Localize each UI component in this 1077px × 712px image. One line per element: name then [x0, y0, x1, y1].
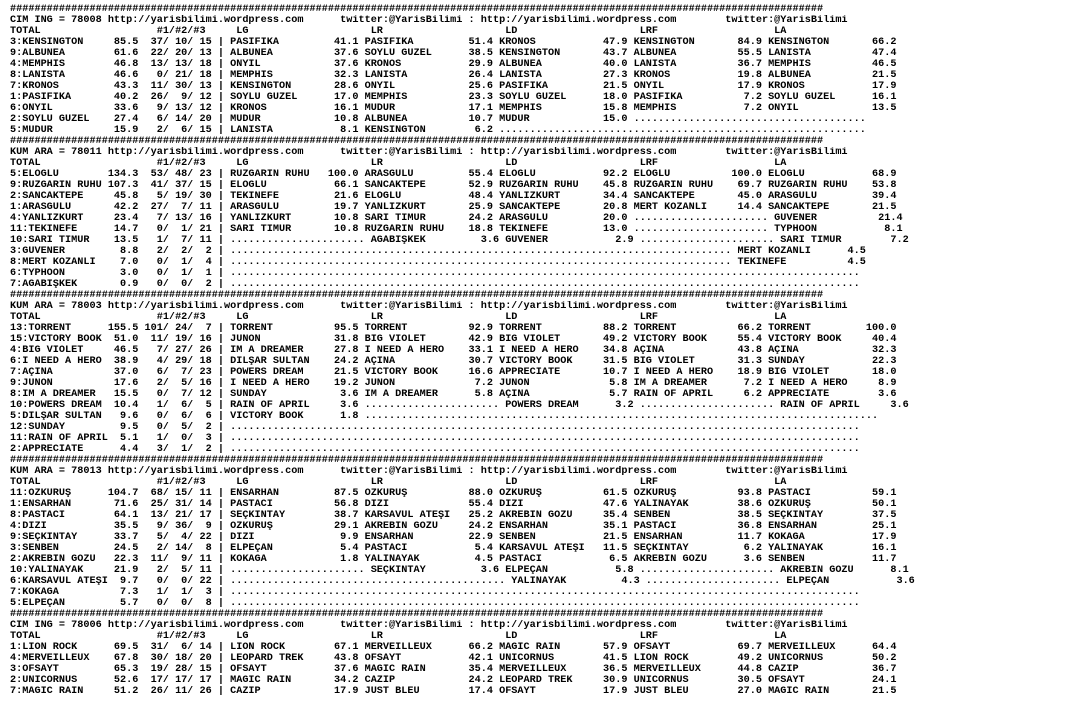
text-line: KUM ARA = 78013 http://yarisbilimi.wordpress.com twitter:@YarisBilimi : http://yarisbilimi.wordpress.com twitter:@YarisBilimi [10, 466, 848, 477]
text-line: 5:ELOĞLU 134.3 53/ 48/ 23 | RÜZGARIN RUHU 100.0 ARASGÜLÜ 55.4 ELOĞLU 92.2 ELOĞLU 100.0 ELOĞLU 68.9 [10, 169, 897, 180]
text-line: 4:YANLIZKURT 23.4 7/ 13/ 16 | YANLIZKURT 10.8 SARI TİMUR 24.2 ARASGÜLÜ 20.0 ...................... GÜVENER 21.4 [10, 213, 903, 224]
text-line: 3:KENSINGTON 85.5 37/ 10/ 15 | PASİFİKA 41.1 PASİFİKA 51.4 KRONOS 47.9 KENSINGTON 84.9 KENSINGTON 66.2 [10, 37, 897, 48]
text-line: 15:VICTORY BOOK 51.0 11/ 19/ 16 | JUNON 31.8 BIG VIOLET 42.9 BIG VIOLET 49.2 VICTORY BOOK 55.4 VICTORY BOOK 40.4 [10, 334, 897, 345]
text-line: 1:LION ROCK 69.5 31/ 6/ 14 | LION ROCK 67.1 MERVEILLEUX 66.2 MAGIC RAIN 57.9 OFSAYT 69.7 MERVEILLEUX 64.4 [10, 642, 897, 653]
text-line: 4:BIG VIOLET 46.5 7/ 27/ 26 | IM A DREAMER 27.8 I NEED A HERO 33.1 I NEED A HERO 34.8 AÇINA 43.8 AÇINA 32.3 [10, 345, 897, 356]
text-line: 2:SANCAKTEPE 45.8 5/ 19/ 30 | TEKİNEFE 21.6 ELOĞLU 48.4 YANLIZKURT 34.4 SANCAKTEPE 45.0 ARASGÜLÜ 39.4 [10, 191, 897, 202]
text-line: 11:RAIN OF APRIL 5.1 1/ 0/ 3 | ....................................................................................................... [10, 433, 860, 444]
text-line: TOTAL #1/#2/#3 LG LR LD LRF LA [10, 26, 787, 37]
text-line: ##################################################################################################################################### [10, 455, 824, 466]
text-line: 3:OFSAYT 65.3 19/ 28/ 15 | OFSAYT 37.6 MAGIC RAIN 35.4 MERVEILLEUX 36.5 MERVEILLEUX 44.8 CAZIP 36.7 [10, 664, 897, 675]
text-line: TOTAL #1/#2/#3 LG LR LD LRF LA [10, 158, 787, 169]
text-line: CIM ING = 78008 http://yarisbilimi.wordpress.com twitter:@YarisBilimi : http://yarisbilimi.wordpress.com twitter:@YarisBilimi [10, 15, 848, 26]
text-line: 12:SUNDAY 9.5 0/ 5/ 2 | ....................................................................................................... [10, 422, 860, 433]
text-line: ##################################################################################################################################### [10, 136, 824, 147]
text-line: 7:AÇINA 37.0 6/ 7/ 23 | POWERS DREAM 21.5 VICTORY BOOK 16.6 APPRECIATE 10.7 I NEED A HERO 18.9 BIG VIOLET 18.0 [10, 367, 897, 378]
text-line: 4:MERVEILLEUX 67.8 30/ 18/ 20 | LEOPARD TREK 43.8 OFSAYT 42.1 UNICORNUS 41.5 LION ROCK 49.2 UNICORNUS 50.2 [10, 653, 897, 664]
text-line: 10:SARI TİMUR 13.5 1/ 7/ 11 | ...................... AĞABİŞKEK 3.6 GÜVENER 2.9 ...................... SARI TİMUR 7.2 [10, 235, 909, 246]
text-line: 7:AĞABİŞKEK 0.9 0/ 0/ 2 | ....................................................................................................... [10, 279, 860, 290]
text-line: KUM ARA = 78003 http://yarisbilimi.wordpress.com twitter:@YarisBilimi : http://yarisbilimi.wordpress.com twitter:@YarisBilimi [10, 301, 848, 312]
text-line: 6:KARSAVUL ATEŞİ 9.7 0/ 0/ 22 | ............................................. YALINAYAK 4.3 ...................... ELPEÇAN 3.6 [10, 576, 915, 587]
text-line: 9:RÜZGARIN RUHU 107.3 41/ 37/ 15 | ELOĞLU 66.1 SANCAKTEPE 52.9 RÜZGARIN RUHU 45.8 RÜZGARIN RUHU 69.7 RÜZGARIN RUHU 53.8 [10, 180, 897, 191]
text-line: ##################################################################################################################################### [10, 290, 824, 301]
text-line: 1:ARASGÜLÜ 42.2 27/ 7/ 11 | ARASGÜLÜ 19.7 YANLIZKURT 25.9 SANCAKTEPE 20.8 MERT KOZANLI 14.4 SANCAKTEPE 21.5 [10, 202, 897, 213]
text-line: 9:JUNON 17.6 2/ 5/ 16 | I NEED A HERO 19.2 JUNON 7.2 JUNON 5.8 IM A DREAMER 7.2 I NEED A HERO 8.9 [10, 378, 897, 389]
text-line: 7:KÖKAĞA 7.3 1/ 1/ 3 | ....................................................................................................... [10, 587, 860, 598]
text-line: 11:TEKİNEFE 14.7 0/ 1/ 21 | SARI TİMUR 10.8 RÜZGARIN RUHU 18.8 TEKİNEFE 13.0 ...................... TYPHOON 8.1 [10, 224, 903, 235]
text-line: 8:PASTACI 64.1 13/ 21/ 17 | SEÇKİNTAY 38.7 KARSAVUL ATEŞİ 25.2 AKREBİN GÖZÜ 35.4 SENBEN 38.5 SEÇKİNTAY 37.5 [10, 510, 897, 521]
text-line: 4:DİZİ 35.5 9/ 36/ 9 | ÖZKURUŞ 29.1 AKREBİN GÖZÜ 24.2 ENSARHAN 35.1 PASTACI 36.8 ENSARHAN 25.1 [10, 521, 897, 532]
text-line: 2:AKREBİN GÖZÜ 22.3 11/ 9/ 11 | KÖKAĞA 1.8 YALINAYAK 4.5 PASTACI 6.5 AKREBİN GÖZÜ 3.6 SENBEN 11.7 [10, 554, 897, 565]
text-line: 3:GÜVENER 8.8 2/ 2/ 2 | .................................................................................. MERT KOZANLI 4.5 [10, 246, 866, 257]
text-line: 7:MAGIC RAIN 51.2 26/ 11/ 26 | CAZIP 17.9 JUST BLEU 17.4 OFSAYT 17.9 JUST BLEU 27.0 MAGIC RAIN 21.5 [10, 686, 897, 697]
text-line: 5:MÜDÜR 15.9 2/ 6/ 15 | LANISTA 8.1 KENSINGTON 6.2 ............................................................ [10, 125, 866, 136]
text-line: 2:UNICORNUS 52.6 17/ 17/ 17 | MAGIC RAIN 34.2 CAZIP 24.2 LEOPARD TREK 30.9 UNICORNUS 30.5 OFSAYT 24.1 [10, 675, 897, 686]
text-line: 1:PASİFİKA 40.2 26/ 9/ 12 | SOYLU GÜZEL 17.0 MEMPHIS 23.3 SOYLU GÜZEL 18.0 PASİFİKA 7.2 SOYLU GÜZEL 16.1 [10, 92, 897, 103]
text-line: 5:ELPEÇAN 5.7 0/ 0/ 8 | ....................................................................................................... [10, 598, 860, 609]
text-line: KUM ARA = 78011 http://yarisbilimi.wordpress.com twitter:@YarisBilimi : http://yarisbilimi.wordpress.com twitter:@YarisBilimi [10, 147, 848, 158]
text-line: 6:I NEED A HERO 38.9 4/ 29/ 18 | DİLŞAR SULTAN 24.2 AÇINA 30.7 VICTORY BOOK 31.5 BIG VIOLET 31.3 SUNDAY 22.3 [10, 356, 897, 367]
text-line: ##################################################################################################################################### [10, 609, 824, 620]
text-line: 9:SEÇKİNTAY 33.7 5/ 4/ 22 | DİZİ 9.9 ENSARHAN 22.9 SENBEN 21.5 ENSARHAN 11.7 KÖKAĞA 17.9 [10, 532, 897, 543]
text-line: 7:KRONOS 43.3 11/ 30/ 13 | KENSINGTON 28.6 ONYIL 25.6 PASİFİKA 21.5 ONYIL 17.9 KRONOS 17.9 [10, 81, 897, 92]
text-line: 10:POWERS DREAM 10.4 1/ 6/ 5 | RAIN OF APRIL 3.6 ...................... POWERS DREAM 3.2 ...................... RAIN OF APRIL 3.6 [10, 400, 909, 411]
text-line: 8:LANISTA 46.6 0/ 21/ 18 | MEMPHIS 32.3 LANISTA 26.4 LANISTA 27.3 KRONOS 19.8 ALBUNEA 21.5 [10, 70, 897, 81]
text-line: 10:YALINAYAK 21.9 2/ 5/ 11 | ...................... SEÇKİNTAY 3.6 ELPEÇAN 5.8 ...................... AKREBİN GÖZÜ 8.1 [10, 565, 909, 576]
text-line: 2:SOYLU GÜZEL 27.4 6/ 14/ 20 | MÜDÜR 10.8 ALBUNEA 10.7 MÜDÜR 15.0 ...................................... [10, 114, 866, 125]
text-line: 6:ONYIL 33.6 9/ 13/ 12 | KRONOS 16.1 MÜDÜR 17.1 MEMPHIS 15.8 MEMPHIS 7.2 ONYIL 13.5 [10, 103, 897, 114]
text-line: 8:IM A DREAMER 15.5 0/ 7/ 12 | SUNDAY 3.6 IM A DREAMER 5.8 AÇINA 5.7 RAIN OF APRIL 6.2 APPRECIATE 3.6 [10, 389, 897, 400]
text-line: 8:MERT KOZANLI 7.0 0/ 1/ 4 | .................................................................................. TEKİNEFE 4.5 [10, 257, 866, 268]
text-line: 13:TORRENT 155.5 101/ 24/ 7 | TORRENT 95.5 TORRENT 92.9 TORRENT 88.2 TORRENT 66.2 TORRENT 100.0 [10, 323, 897, 334]
text-line: TOTAL #1/#2/#3 LG LR LD LRF LA [10, 312, 787, 323]
text-line: 2:APPRECIATE 4.4 3/ 1/ 2 | ....................................................................................................... [10, 444, 860, 455]
text-line: 3:SENBEN 24.5 2/ 14/ 8 | ELPEÇAN 5.4 PASTACI 5.4 KARSAVUL ATEŞİ 11.5 SEÇKİNTAY 6.2 YALINAYAK 16.1 [10, 543, 897, 554]
text-line: TOTAL #1/#2/#3 LG LR LD LRF LA [10, 631, 787, 642]
text-line: ##################################################################################################################################### [10, 4, 824, 15]
text-line: 9:ALBUNEA 61.6 22/ 20/ 13 | ALBUNEA 37.6 SOYLU GÜZEL 38.5 KENSINGTON 43.7 ALBUNEA 55.5 LANISTA 47.4 [10, 48, 897, 59]
text-line: 5:DİLŞAR SULTAN 9.6 0/ 6/ 6 | VICTORY BOOK 1.8 .................................................................................... [10, 411, 879, 422]
text-line: 1:ENSARHAN 71.6 25/ 31/ 14 | PASTACI 56.8 DİZİ 55.4 DİZİ 47.6 YALINAYAK 38.6 ÖZKURUŞ 50.1 [10, 499, 897, 510]
text-line: 11:ÖZKURUŞ 104.7 68/ 15/ 11 | ENSARHAN 87.5 ÖZKURUŞ 88.0 ÖZKURUŞ 61.5 ÖZKURUŞ 93.8 PASTACI 59.1 [10, 488, 897, 499]
text-line: CIM ING = 78006 http://yarisbilimi.wordpress.com twitter:@YarisBilimi : http://yarisbilimi.wordpress.com twitter:@YarisBilimi [10, 620, 848, 631]
text-line: 6:TYPHOON 3.0 0/ 1/ 1 | ....................................................................................................... [10, 268, 860, 279]
text-line: 4:MEMPHIS 46.8 13/ 13/ 18 | ONYIL 37.6 KRONOS 29.9 ALBUNEA 40.0 LANISTA 36.7 MEMPHIS 46.5 [10, 59, 897, 70]
text-line: TOTAL #1/#2/#3 LG LR LD LRF LA [10, 477, 787, 488]
